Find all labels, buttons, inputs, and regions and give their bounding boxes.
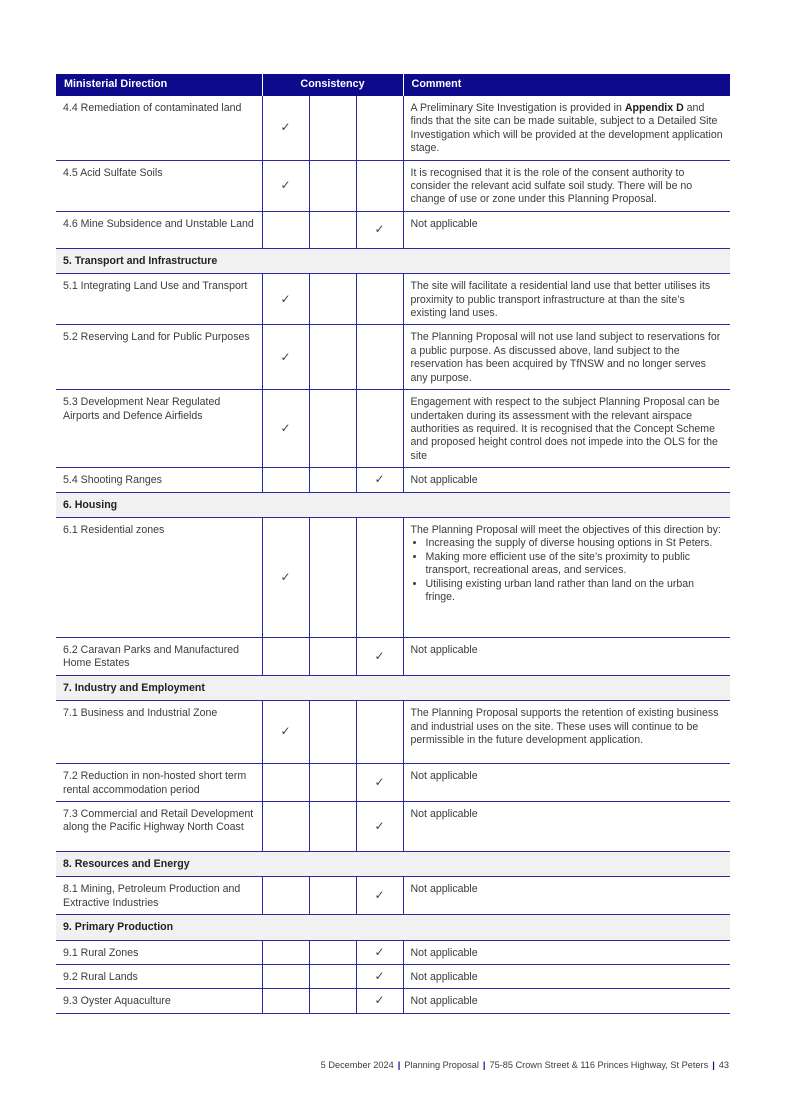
comment-intro: The Planning Proposal will meet the objectives of this direction by: bbox=[410, 523, 721, 536]
table-row bbox=[56, 701, 730, 764]
section-heading: 9. Primary Production bbox=[56, 915, 730, 940]
consistent-mark bbox=[262, 764, 309, 802]
consistency-mark-col2 bbox=[309, 468, 356, 492]
comment-cell: Not applicable bbox=[403, 940, 730, 964]
comment-cell: Not applicable bbox=[403, 468, 730, 492]
consistency-mark-col2 bbox=[309, 160, 356, 211]
table-row bbox=[56, 801, 730, 851]
consistency-mark-col2 bbox=[309, 877, 356, 915]
direction-cell: 4.4 Remediation of contaminated land bbox=[56, 96, 262, 160]
list-item: • Utilising existing urban land rather than land on the urban fringe. bbox=[426, 578, 724, 605]
section-heading: 5. Transport and Infrastructure bbox=[56, 248, 730, 273]
footer-separator: | bbox=[482, 1060, 486, 1070]
consistent-mark: ✓ bbox=[262, 96, 309, 160]
consistent-mark: ✓ bbox=[262, 390, 309, 468]
table-header-row bbox=[56, 74, 730, 96]
footer-address: 75-85 Crown Street & 116 Princes Highway, St Peters bbox=[489, 1060, 709, 1070]
table-row bbox=[56, 517, 730, 637]
direction-cell: 7.2 Reduction in non-hosted short term rental accommodation period bbox=[56, 764, 262, 802]
consistency-mark-col2 bbox=[309, 325, 356, 390]
consistent-mark bbox=[262, 468, 309, 492]
not-applicable-mark bbox=[356, 274, 403, 325]
table-row bbox=[56, 989, 730, 1013]
consistency-mark-col2 bbox=[309, 637, 356, 675]
table-row bbox=[56, 764, 730, 802]
table-row bbox=[56, 325, 730, 390]
section-heading: 8. Resources and Energy bbox=[56, 851, 730, 876]
not-applicable-mark: ✓ bbox=[356, 965, 403, 989]
footer-document-title: Planning Proposal bbox=[404, 1060, 479, 1070]
direction-cell: 9.2 Rural Lands bbox=[56, 965, 262, 989]
comment-cell: Not applicable bbox=[403, 801, 730, 851]
table-row bbox=[56, 468, 730, 492]
appendix-reference: Appendix D bbox=[624, 102, 684, 114]
footer-date: 5 December 2024 bbox=[320, 1060, 394, 1070]
comment-cell: Engagement with respect to the subject Planning Proposal can be undertaken during its assessment with the relevant airspace authorities as required. It is recognised that the Concept Scheme and proposed height control does not impede into the OLS for the site bbox=[403, 390, 730, 468]
section-row bbox=[56, 915, 730, 940]
comment-cell: Not applicable bbox=[403, 211, 730, 248]
comment-text: and finds that the site can be made suitable, subject to a Detailed Site Investigation which will be provided at the development application stage. bbox=[410, 102, 723, 155]
consistent-mark: ✓ bbox=[262, 517, 309, 637]
not-applicable-mark: ✓ bbox=[356, 989, 403, 1013]
section-row bbox=[56, 675, 730, 700]
direction-cell: 5.4 Shooting Ranges bbox=[56, 468, 262, 492]
direction-cell: 5.3 Development Near Regulated Airports and Defence Airfields bbox=[56, 390, 262, 468]
comment-cell: The site will facilitate a residential land use that better utilises its proximity to public transport infrastructure at than the site’s existing land uses. bbox=[403, 274, 730, 325]
not-applicable-mark: ✓ bbox=[356, 468, 403, 492]
consistency-mark-col2 bbox=[309, 390, 356, 468]
table-row bbox=[56, 877, 730, 915]
header-comment: Comment bbox=[403, 74, 730, 96]
table-row bbox=[56, 637, 730, 675]
comment-cell bbox=[403, 517, 730, 637]
header-consistency: Consistency bbox=[262, 74, 403, 96]
consistent-mark bbox=[262, 877, 309, 915]
direction-cell: 8.1 Mining, Petroleum Production and Extractive Industries bbox=[56, 877, 262, 915]
direction-cell: 9.3 Oyster Aquaculture bbox=[56, 989, 262, 1013]
consistency-mark-col2 bbox=[309, 211, 356, 248]
consistent-mark bbox=[262, 965, 309, 989]
direction-cell: 6.2 Caravan Parks and Manufactured Home Estates bbox=[56, 637, 262, 675]
consistent-mark: ✓ bbox=[262, 274, 309, 325]
consistency-mark-col2 bbox=[309, 989, 356, 1013]
table-row bbox=[56, 211, 730, 248]
not-applicable-mark: ✓ bbox=[356, 801, 403, 851]
table-row bbox=[56, 274, 730, 325]
list-item: • Making more efficient use of the site’s proximity to public transport, recreational areas, and services. bbox=[426, 551, 724, 578]
page-number: 43 bbox=[718, 1060, 729, 1070]
comment-cell: Not applicable bbox=[403, 989, 730, 1013]
comment-cell: Not applicable bbox=[403, 637, 730, 675]
not-applicable-mark bbox=[356, 160, 403, 211]
comment-cell: The Planning Proposal will not use land subject to reservations for a public purpose. As discussed above, land subject to the reservation has been acquired by TfNSW and no longer serves any purpose. bbox=[403, 325, 730, 390]
consistent-mark bbox=[262, 637, 309, 675]
consistent-mark: ✓ bbox=[262, 160, 309, 211]
consistent-mark bbox=[262, 989, 309, 1013]
consistency-mark-col2 bbox=[309, 965, 356, 989]
not-applicable-mark bbox=[356, 96, 403, 160]
direction-cell: 7.3 Commercial and Retail Development along the Pacific Highway North Coast bbox=[56, 801, 262, 851]
not-applicable-mark bbox=[356, 325, 403, 390]
not-applicable-mark bbox=[356, 517, 403, 637]
comment-cell: The Planning Proposal supports the retention of existing business and industrial uses on the site. These uses will continue to be permissible in the future development application. bbox=[403, 701, 730, 764]
direction-cell: 7.1 Business and Industrial Zone bbox=[56, 701, 262, 764]
not-applicable-mark: ✓ bbox=[356, 637, 403, 675]
footer-separator: | bbox=[397, 1060, 401, 1070]
not-applicable-mark bbox=[356, 390, 403, 468]
direction-cell: 9.1 Rural Zones bbox=[56, 940, 262, 964]
section-row bbox=[56, 851, 730, 876]
comment-cell bbox=[403, 96, 730, 160]
comment-cell: Not applicable bbox=[403, 877, 730, 915]
direction-cell: 5.1 Integrating Land Use and Transport bbox=[56, 274, 262, 325]
comment-cell: Not applicable bbox=[403, 965, 730, 989]
not-applicable-mark: ✓ bbox=[356, 764, 403, 802]
footer-separator: | bbox=[712, 1060, 715, 1070]
page-footer bbox=[321, 1060, 729, 1070]
header-ministerial-direction: Ministerial Direction bbox=[56, 74, 262, 96]
comment-cell: Not applicable bbox=[403, 764, 730, 802]
consistency-mark-col2 bbox=[309, 517, 356, 637]
bullet-list bbox=[411, 537, 724, 604]
table-row bbox=[56, 390, 730, 468]
not-applicable-mark: ✓ bbox=[356, 211, 403, 248]
comment-text: A Preliminary Site Investigation is provided in bbox=[410, 102, 625, 114]
direction-cell: 5.2 Reserving Land for Public Purposes bbox=[56, 325, 262, 390]
not-applicable-mark: ✓ bbox=[356, 877, 403, 915]
not-applicable-mark: ✓ bbox=[356, 940, 403, 964]
consistency-mark-col2 bbox=[309, 96, 356, 160]
consistency-mark-col2 bbox=[309, 701, 356, 764]
section-heading: 6. Housing bbox=[56, 492, 730, 517]
list-item: • Increasing the supply of diverse housing options in St Peters. bbox=[426, 537, 724, 550]
direction-cell: 6.1 Residential zones bbox=[56, 517, 262, 637]
direction-cell: 4.5 Acid Sulfate Soils bbox=[56, 160, 262, 211]
table-row bbox=[56, 965, 730, 989]
comment-cell: It is recognised that it is the role of the consent authority to consider the relevant acid sulfate soil study. There will be no change of use or zone under this Planning Proposal. bbox=[403, 160, 730, 211]
consistency-mark-col2 bbox=[309, 801, 356, 851]
table-row bbox=[56, 96, 730, 160]
consistent-mark bbox=[262, 940, 309, 964]
consistent-mark bbox=[262, 801, 309, 851]
consistency-mark-col2 bbox=[309, 764, 356, 802]
direction-cell: 4.6 Mine Subsidence and Unstable Land bbox=[56, 211, 262, 248]
section-heading: 7. Industry and Employment bbox=[56, 675, 730, 700]
table-row bbox=[56, 940, 730, 964]
consistent-mark: ✓ bbox=[262, 325, 309, 390]
consistency-mark-col2 bbox=[309, 940, 356, 964]
not-applicable-mark bbox=[356, 701, 403, 764]
ministerial-direction-table bbox=[56, 74, 730, 1014]
section-row bbox=[56, 492, 730, 517]
table-row bbox=[56, 160, 730, 211]
consistency-mark-col2 bbox=[309, 274, 356, 325]
section-row bbox=[56, 248, 730, 273]
consistent-mark: ✓ bbox=[262, 701, 309, 764]
consistent-mark bbox=[262, 211, 309, 248]
